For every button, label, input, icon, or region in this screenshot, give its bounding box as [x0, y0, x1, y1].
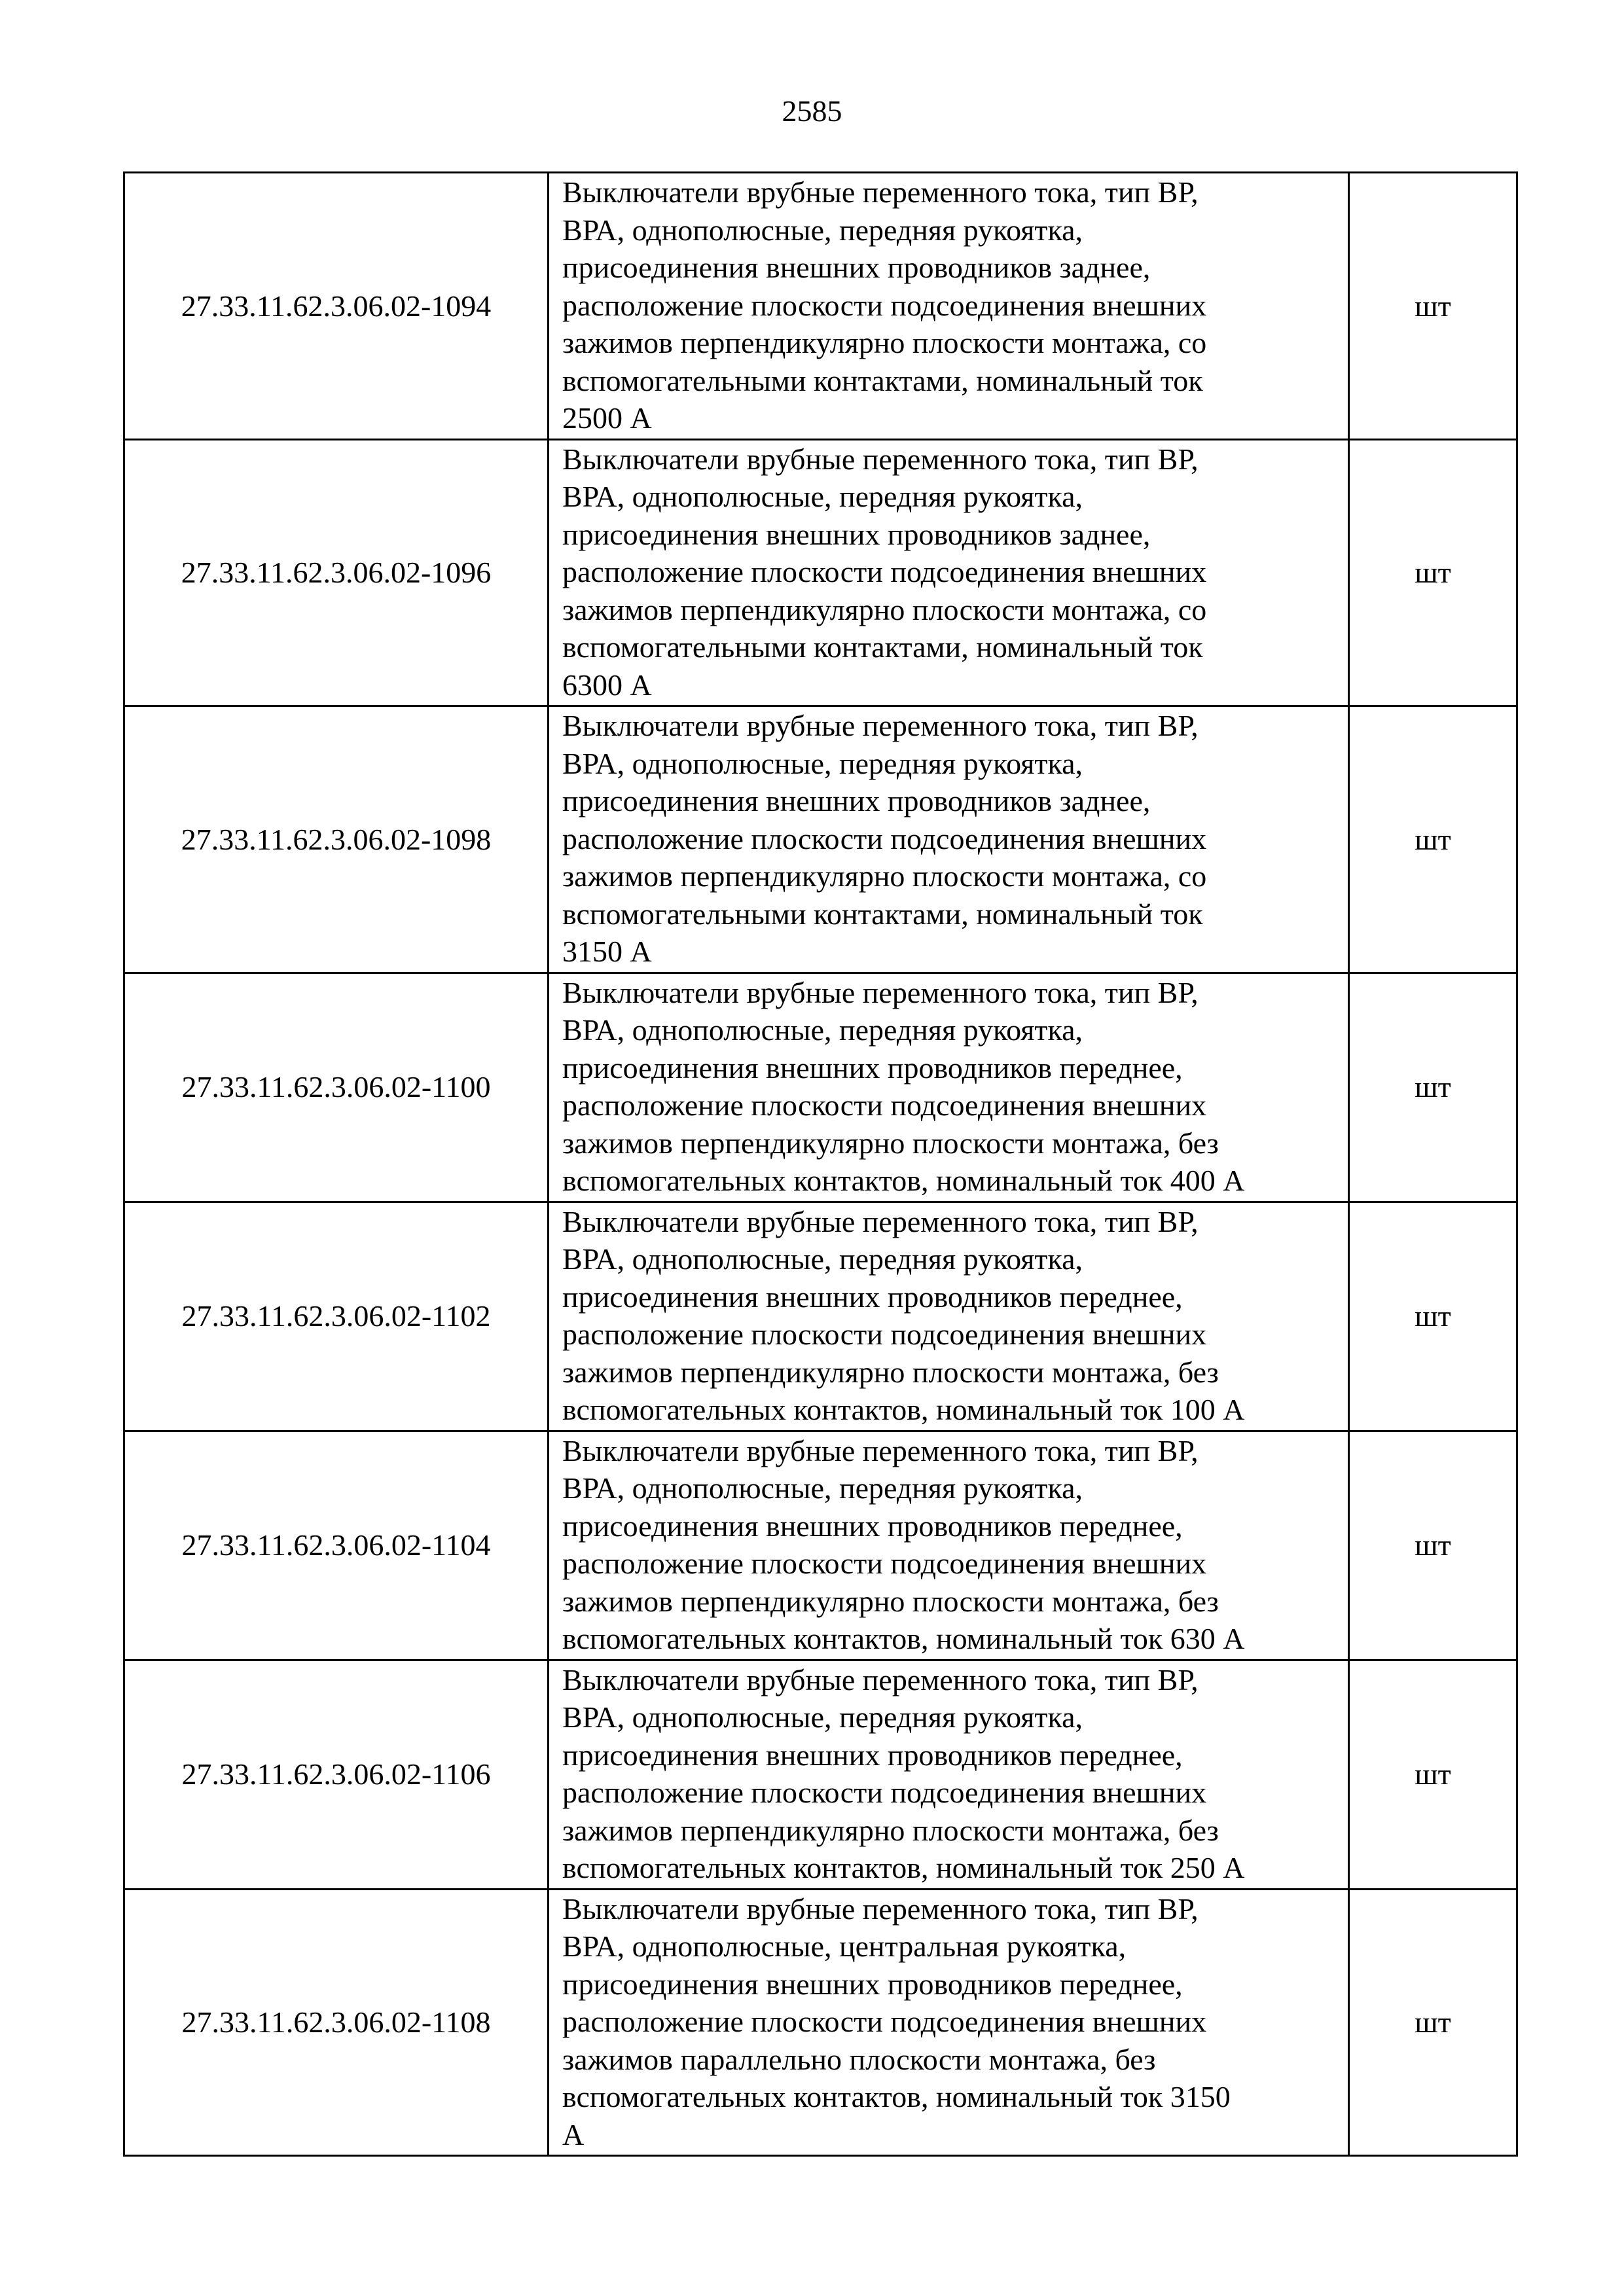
unit-cell: шт: [1349, 1202, 1517, 1431]
description-line: присоединения внешних проводников переднее,: [562, 1280, 1183, 1314]
table-row: [124, 1202, 1517, 1431]
description-line: ВРА, однополюсные, передняя рукоятка,: [562, 1471, 1083, 1505]
resource-description-cell: [549, 973, 1349, 1202]
description-line: расположение плоскости подсоединения внешних: [562, 1088, 1207, 1122]
page-number: 2585: [782, 94, 842, 128]
resource-code-cell: 27.33.11.62.3.06.02-1104: [124, 1431, 549, 1660]
description-line: расположение плоскости подсоединения внешних: [562, 1547, 1207, 1580]
unit-cell: шт: [1349, 173, 1517, 440]
description-line: вспомогательных контактов, номинальный ток 630 А: [562, 1622, 1245, 1655]
resource-description-cell: [549, 1889, 1349, 2156]
description-line: расположение плоскости подсоединения внешних: [562, 1318, 1207, 1351]
description-line: Выключатели врубные переменного тока, тип ВР,: [562, 1892, 1199, 1926]
description-line: присоединения внешних проводников переднее,: [562, 1050, 1183, 1085]
description-line: ВРА, однополюсные, передняя рукоятка,: [562, 1700, 1083, 1734]
description-line: ВРА, однополюсные, передняя рукоятка,: [562, 213, 1083, 247]
description-line: ВРА, однополюсные, передняя рукоятка,: [562, 1013, 1083, 1047]
description-line: Выключатели врубные переменного тока, тип ВР,: [562, 1433, 1199, 1467]
resource-description-cell: [549, 173, 1349, 440]
description-line: вспомогательных контактов, номинальный ток 400 А: [562, 1164, 1245, 1197]
description-line: ВРА, однополюсные, передняя рукоятка,: [562, 480, 1083, 513]
table-row: [124, 1431, 1517, 1660]
description-line: вспомогательными контактами, номинальный ток: [562, 363, 1203, 397]
description-line: Выключатели врубные переменного тока, тип ВР,: [562, 175, 1199, 209]
table-row: [124, 439, 1517, 706]
table-row: [124, 973, 1517, 1202]
description-line: 3150 А: [562, 935, 652, 968]
description-line: расположение плоскости подсоединения внешних: [562, 288, 1207, 322]
description-line: ВРА, однополюсные, передняя рукоятка,: [562, 746, 1083, 780]
description-line: зажимов перпендикулярно плоскости монтажа, без: [562, 1584, 1219, 1618]
unit-cell: шт: [1349, 439, 1517, 706]
table-row: [124, 1660, 1517, 1889]
resource-code-cell: 27.33.11.62.3.06.02-1094: [124, 173, 549, 440]
unit-cell: шт: [1349, 1660, 1517, 1889]
unit-cell: шт: [1349, 973, 1517, 1202]
description-line: зажимов перпендикулярно плоскости монтажа, без: [562, 1126, 1219, 1160]
description-line: вспомогательными контактами, номинальный ток: [562, 630, 1203, 664]
description-line: расположение плоскости подсоединения внешних: [562, 1776, 1207, 1809]
description-line: 2500 А: [562, 401, 652, 435]
description-line: 6300 А: [562, 668, 652, 702]
description-line: вспомогательных контактов, номинальный ток 250 А: [562, 1851, 1245, 1884]
description-line: расположение плоскости подсоединения внешних: [562, 2005, 1207, 2038]
resource-code-cell: 27.33.11.62.3.06.02-1096: [124, 439, 549, 706]
table-row: [124, 1889, 1517, 2156]
description-line: Выключатели врубные переменного тока, тип ВР,: [562, 442, 1199, 476]
description-line: А: [562, 2117, 585, 2151]
description-line: зажимов параллельно плоскости монтажа, без: [562, 2042, 1156, 2076]
description-line: зажимов перпендикулярно плоскости монтажа, со: [562, 326, 1207, 359]
description-line: зажимов перпендикулярно плоскости монтажа, со: [562, 859, 1207, 893]
resource-code-cell: 27.33.11.62.3.06.02-1102: [124, 1202, 549, 1431]
resource-code-cell: 27.33.11.62.3.06.02-1098: [124, 706, 549, 973]
description-line: Выключатели врубные переменного тока, тип ВР,: [562, 1204, 1199, 1238]
resource-table: [123, 171, 1518, 2157]
unit-cell: шт: [1349, 1889, 1517, 2156]
resource-description-cell: [549, 1202, 1349, 1431]
resource-code-cell: 27.33.11.62.3.06.02-1100: [124, 973, 549, 1202]
description-line: вспомогательных контактов, номинальный ток 100 А: [562, 1393, 1245, 1426]
description-line: Выключатели врубные переменного тока, тип ВР,: [562, 1662, 1199, 1696]
description-line: присоединения внешних проводников переднее,: [562, 1967, 1183, 2001]
description-line: присоединения внешних проводников заднее,: [562, 517, 1151, 551]
resource-description-cell: [549, 706, 1349, 973]
resource-code-cell: 27.33.11.62.3.06.02-1106: [124, 1660, 549, 1889]
resource-code-cell: 27.33.11.62.3.06.02-1108: [124, 1889, 549, 2156]
table-row: [124, 173, 1517, 440]
description-line: Выключатели врубные переменного тока, тип ВР,: [562, 975, 1199, 1009]
table-row: [124, 706, 1517, 973]
description-line: Выключатели врубные переменного тока, тип ВР,: [562, 709, 1199, 742]
description-line: вспомогательными контактами, номинальный ток: [562, 897, 1203, 931]
description-line: зажимов перпендикулярно плоскости монтажа, без: [562, 1355, 1219, 1389]
table-body: [124, 173, 1517, 2156]
description-line: расположение плоскости подсоединения внешних: [562, 821, 1207, 855]
description-line: расположение плоскости подсоединения внешних: [562, 555, 1207, 588]
description-line: зажимов перпендикулярно плоскости монтажа, со: [562, 592, 1207, 626]
description-line: присоединения внешних проводников переднее,: [562, 1509, 1183, 1543]
description-line: присоединения внешних проводников заднее,: [562, 251, 1151, 284]
unit-cell: шт: [1349, 706, 1517, 973]
description-line: присоединения внешних проводников заднее,: [562, 784, 1151, 817]
description-line: ВРА, однополюсные, передняя рукоятка,: [562, 1242, 1083, 1276]
description-line: присоединения внешних проводников переднее,: [562, 1738, 1183, 1772]
unit-cell: шт: [1349, 1431, 1517, 1660]
description-line: зажимов перпендикулярно плоскости монтажа, без: [562, 1813, 1219, 1847]
description-line: вспомогательных контактов, номинальный ток 3150: [562, 2080, 1231, 2113]
resource-description-cell: [549, 439, 1349, 706]
resource-description-cell: [549, 1431, 1349, 1660]
description-line: ВРА, однополюсные, центральная рукоятка,: [562, 1929, 1127, 1963]
resource-description-cell: [549, 1660, 1349, 1889]
